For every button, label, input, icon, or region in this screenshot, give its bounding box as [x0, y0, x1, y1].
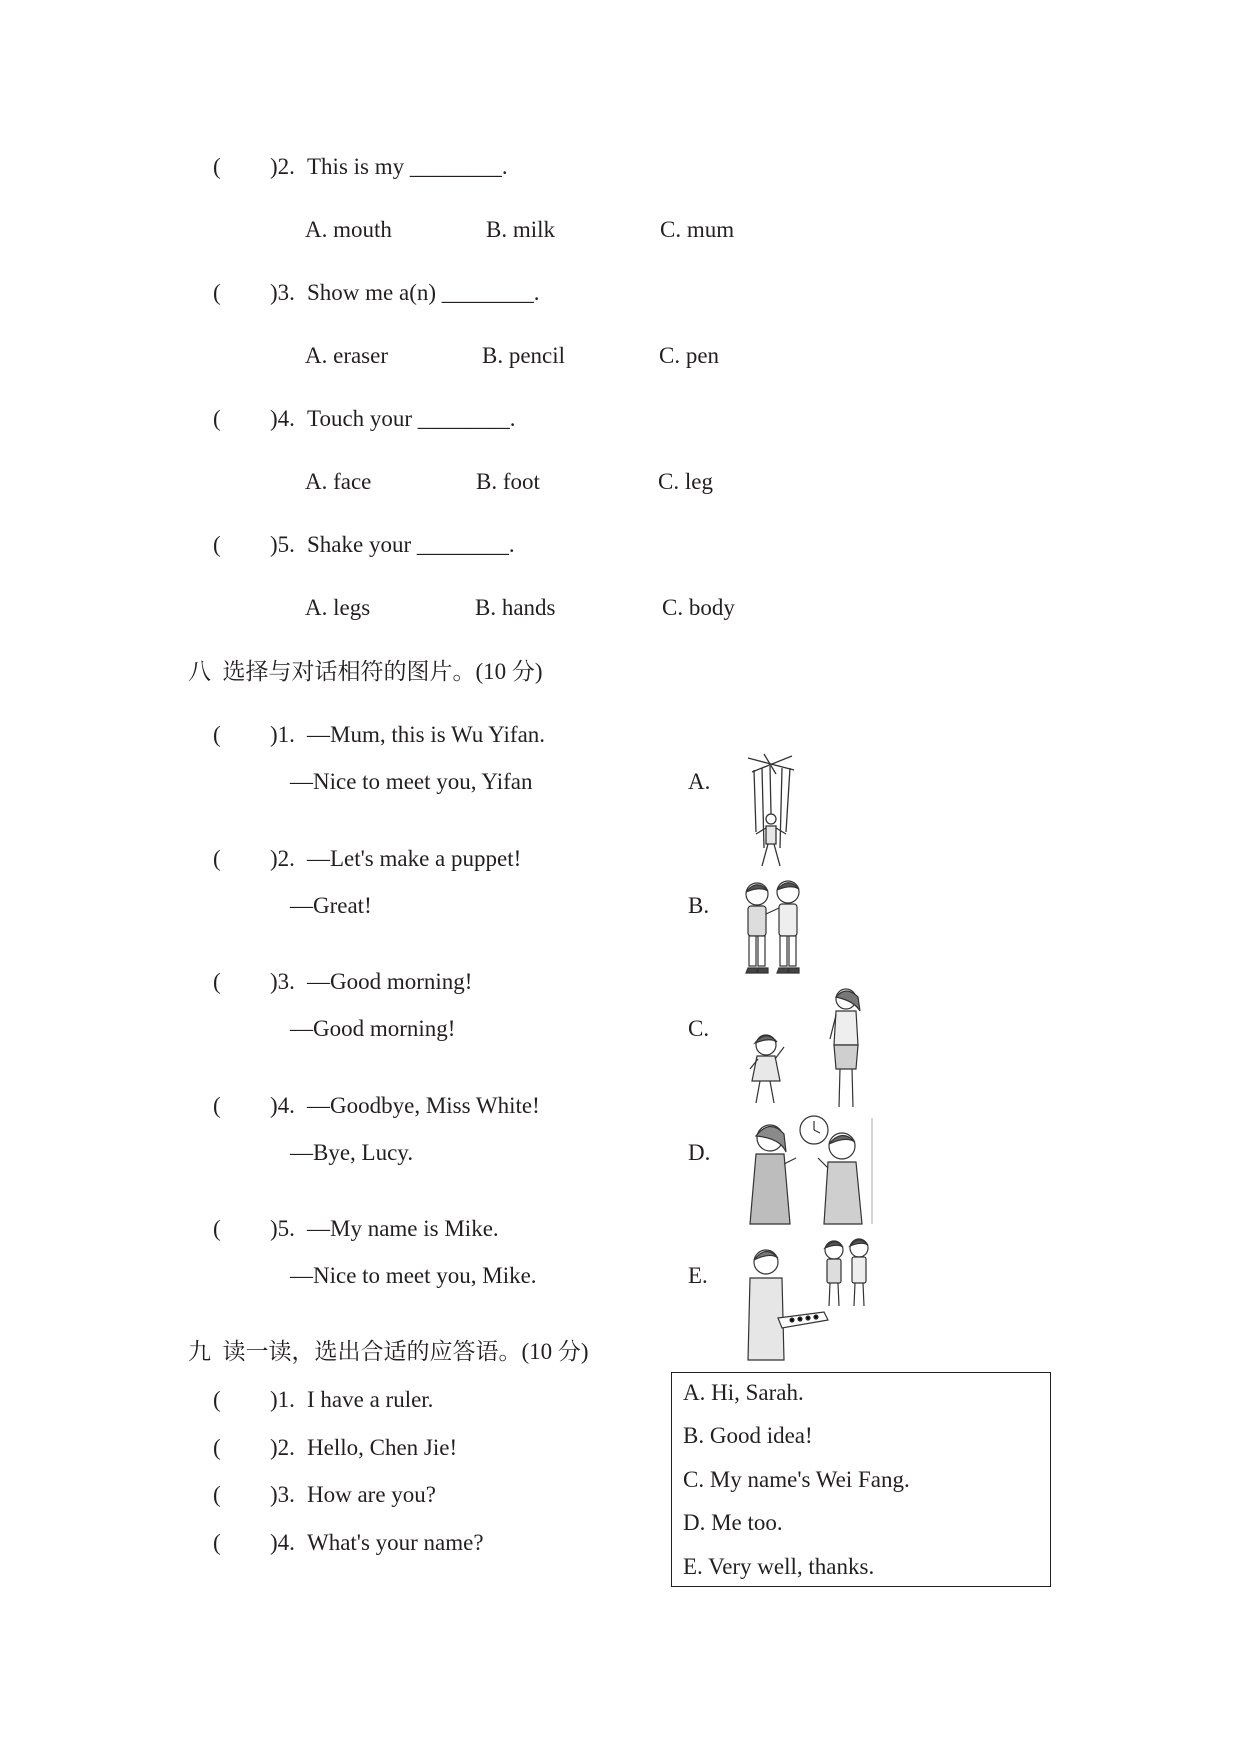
answer-option-e[interactable]: E. Very well, thanks.: [683, 1554, 875, 1579]
answer-paren[interactable]: (: [213, 532, 221, 557]
answer-paren[interactable]: (: [213, 406, 221, 431]
question-stem: Show me a(n) ________.: [307, 280, 540, 305]
picture-label-a: A.: [688, 769, 711, 794]
picture-label-c: C.: [688, 1016, 710, 1041]
answer-paren[interactable]: (: [213, 1387, 221, 1412]
dialogue-line-1: —Good morning!: [307, 969, 473, 994]
question-number: )5.: [270, 1216, 301, 1241]
option-b[interactable]: B. milk: [486, 217, 556, 242]
section9-heading: 九 读一读，选出合适的应答语。(10 分): [188, 1339, 589, 1364]
dialogue-line-2: —Bye, Lucy.: [290, 1140, 414, 1165]
option-a[interactable]: A. eraser: [305, 343, 389, 368]
option-b[interactable]: B. hands: [475, 595, 556, 620]
answer-paren[interactable]: (: [213, 1093, 221, 1118]
dialogue-line-2: —Good morning!: [290, 1016, 456, 1041]
option-a[interactable]: A. face: [305, 469, 372, 494]
question-number: )2.: [270, 846, 301, 871]
answer-paren[interactable]: (: [213, 1435, 221, 1460]
question-text: I have a ruler.: [307, 1387, 434, 1412]
question-number: )2.: [270, 1435, 301, 1460]
dialogue-line-1: —Let's make a puppet!: [307, 846, 522, 871]
question-stem: Touch your ________.: [307, 406, 516, 431]
answer-paren[interactable]: (: [213, 846, 221, 871]
question-text: How are you?: [307, 1482, 437, 1507]
answer-paren[interactable]: (: [213, 1482, 221, 1507]
answer-option-a[interactable]: A. Hi, Sarah.: [683, 1380, 804, 1405]
two-boys-icon[interactable]: [738, 876, 808, 984]
dialogue-line-2: —Nice to meet you, Mike.: [290, 1263, 537, 1288]
answer-paren[interactable]: (: [213, 722, 221, 747]
dialogue-line-1: —Goodbye, Miss White!: [307, 1093, 540, 1118]
question-number: )5.: [270, 532, 301, 557]
picture-label-b: B.: [688, 893, 710, 918]
picture-label-e: E.: [688, 1263, 708, 1288]
option-b[interactable]: B. pencil: [482, 343, 566, 368]
option-c[interactable]: C. body: [662, 595, 735, 620]
question-number: )2.: [270, 154, 301, 179]
answer-paren[interactable]: (: [213, 1216, 221, 1241]
option-c[interactable]: C. mum: [660, 217, 735, 242]
dialogue-line-1: —Mum, this is Wu Yifan.: [307, 722, 546, 747]
question-text: Hello, Chen Jie!: [307, 1435, 458, 1460]
mother-and-boys-icon[interactable]: [738, 1232, 878, 1362]
answer-paren[interactable]: (: [213, 969, 221, 994]
question-stem: This is my ________.: [307, 154, 508, 179]
question-number: )4.: [270, 1093, 301, 1118]
answer-option-d[interactable]: D. Me too.: [683, 1510, 783, 1535]
question-stem: Shake your ________.: [307, 532, 515, 557]
question-text: What's your name?: [307, 1530, 484, 1555]
question-number: )1.: [270, 1387, 301, 1412]
answer-paren[interactable]: (: [213, 280, 221, 305]
question-number: )3.: [270, 1482, 301, 1507]
answer-option-c[interactable]: C. My name's Wei Fang.: [683, 1467, 910, 1492]
question-number: )3.: [270, 969, 301, 994]
picture-label-d: D.: [688, 1140, 711, 1165]
question-number: )1.: [270, 722, 301, 747]
option-a[interactable]: A. legs: [305, 595, 371, 620]
question-number: )4.: [270, 406, 301, 431]
puppet-icon[interactable]: [742, 752, 802, 872]
dialogue-line-1: —My name is Mike.: [307, 1216, 499, 1241]
answer-option-b[interactable]: B. Good idea!: [683, 1423, 813, 1448]
option-a[interactable]: A. mouth: [305, 217, 392, 242]
option-c[interactable]: C. pen: [659, 343, 720, 368]
dialogue-line-2: —Great!: [290, 893, 372, 918]
clock-children-icon[interactable]: [740, 1108, 880, 1228]
answer-paren[interactable]: (: [213, 1530, 221, 1555]
option-b[interactable]: B. foot: [476, 469, 540, 494]
question-number: )4.: [270, 1530, 301, 1555]
answer-paren[interactable]: (: [213, 154, 221, 179]
question-number: )3.: [270, 280, 301, 305]
section8-heading: 八 选择与对话相符的图片。(10 分): [188, 659, 543, 684]
option-c[interactable]: C. leg: [658, 469, 713, 494]
girl-and-teacher-icon[interactable]: [740, 985, 880, 1115]
dialogue-line-2: —Nice to meet you, Yifan: [290, 769, 533, 794]
